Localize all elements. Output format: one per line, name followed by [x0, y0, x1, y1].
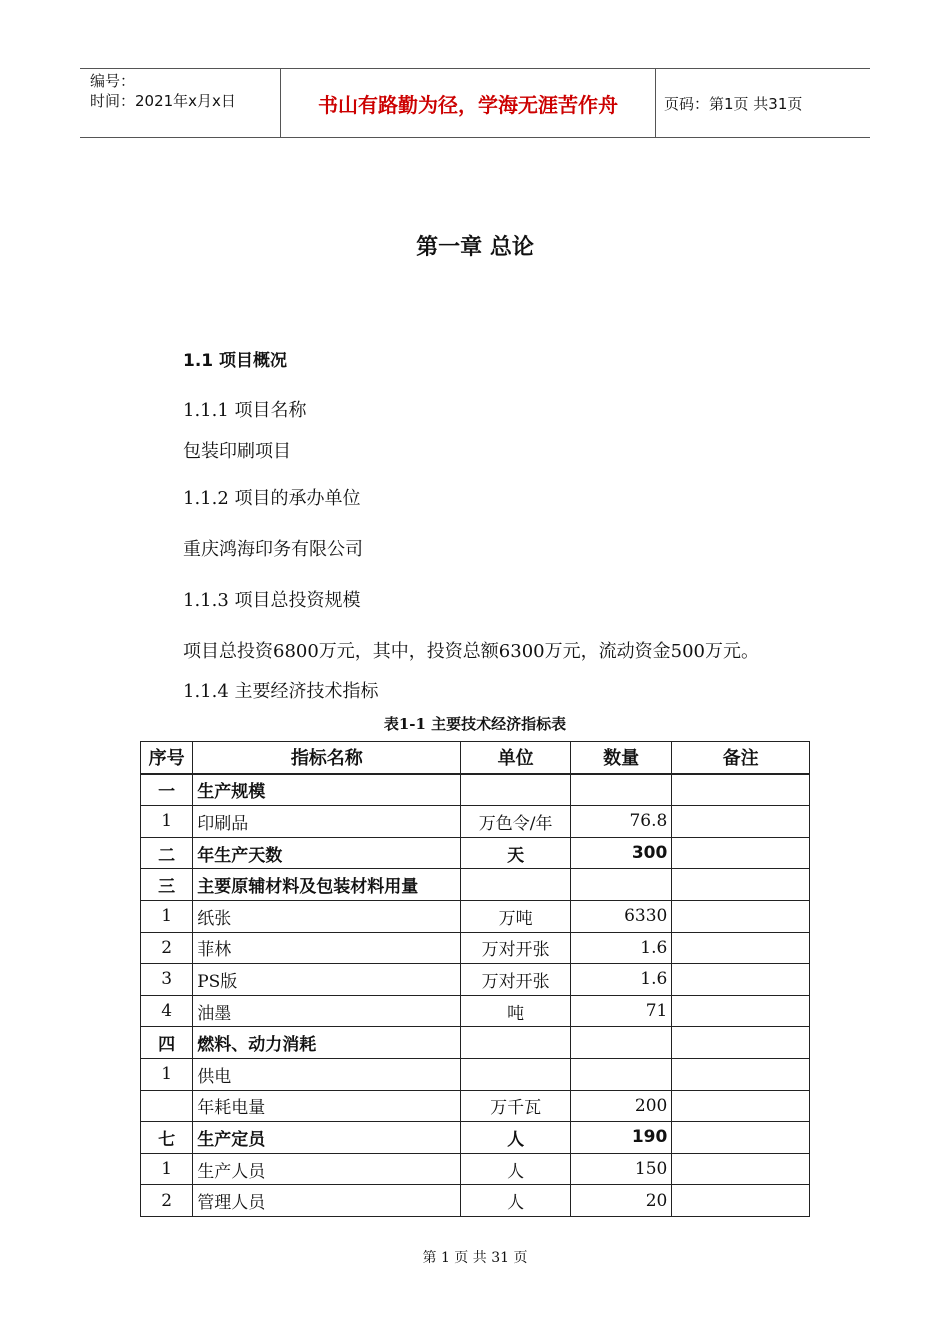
indicator-table — [140, 741, 810, 1217]
table-row — [141, 964, 810, 996]
row-no — [141, 1090, 193, 1122]
subsection-heading-1: 1.1.1 项目名称 — [183, 400, 307, 421]
row-note — [672, 900, 810, 932]
table-row — [141, 806, 810, 838]
row-unit: 万千瓦 — [461, 1090, 570, 1122]
row-note — [672, 932, 810, 964]
row-unit: 万对开张 — [461, 932, 570, 964]
header-page-info: 页码：第1页 共31页 — [664, 94, 803, 113]
row-name: 菲林 — [193, 932, 461, 964]
header-qty: 数量 — [570, 742, 671, 774]
row-name: 生产人员 — [193, 1153, 461, 1185]
row-unit: 万对开张 — [461, 964, 570, 996]
row-qty: 200 — [570, 1090, 671, 1122]
table-row — [141, 995, 810, 1027]
subsection-text-1: 包装印刷项目 — [183, 441, 291, 462]
row-qty — [570, 1058, 671, 1090]
row-qty — [570, 869, 671, 901]
chapter-title: 第一章 总论 — [416, 235, 534, 260]
subsection-text-2: 重庆鸿海印务有限公司 — [183, 539, 363, 560]
row-name: 油墨 — [193, 995, 461, 1027]
table-row — [141, 1058, 810, 1090]
row-qty: 71 — [570, 995, 671, 1027]
row-unit: 万色令/年 — [461, 806, 570, 838]
row-name: 生产定员 — [193, 1122, 461, 1154]
table-row — [141, 1027, 810, 1059]
row-unit: 人 — [461, 1185, 570, 1217]
table-row — [141, 774, 810, 806]
row-name: 年生产天数 — [193, 837, 461, 869]
section-heading: 1.1 项目概况 — [183, 351, 288, 371]
header-note: 备注 — [672, 742, 810, 774]
row-unit: 天 — [461, 837, 570, 869]
row-no: 一 — [141, 774, 193, 806]
row-name: 纸张 — [193, 900, 461, 932]
row-unit — [461, 869, 570, 901]
row-qty: 150 — [570, 1153, 671, 1185]
table-row — [141, 932, 810, 964]
row-no: 2 — [141, 932, 193, 964]
row-unit — [461, 1027, 570, 1059]
subsection-heading-2: 1.1.2 项目的承办单位 — [183, 488, 361, 509]
row-qty — [570, 1027, 671, 1059]
row-no: 1 — [141, 806, 193, 838]
row-note — [672, 806, 810, 838]
table-row — [141, 1122, 810, 1154]
row-no: 二 — [141, 837, 193, 869]
row-qty: 20 — [570, 1185, 671, 1217]
time-label: 时间：2021年x月x日 — [90, 92, 236, 110]
row-unit: 人 — [461, 1153, 570, 1185]
row-note — [672, 1153, 810, 1185]
table-row — [141, 837, 810, 869]
row-note — [672, 1090, 810, 1122]
table-row — [141, 1185, 810, 1217]
row-name: 生产规模 — [193, 774, 461, 806]
row-note — [672, 1027, 810, 1059]
row-unit: 人 — [461, 1122, 570, 1154]
row-unit: 万吨 — [461, 900, 570, 932]
row-qty: 1.6 — [570, 932, 671, 964]
header-motto: 书山有路勤为径，学海无涯苦作舟 — [280, 69, 656, 137]
table-caption: 表1-1 主要技术经济指标表 — [383, 715, 567, 733]
row-name: 燃料、动力消耗 — [193, 1027, 461, 1059]
row-note — [672, 869, 810, 901]
subsection-heading-4: 1.1.4 主要经济技术指标 — [183, 681, 379, 702]
subsection-text-3: 项目总投资6800万元，其中，投资总额6300万元，流动资金500万元。 — [183, 641, 759, 662]
row-note — [672, 1185, 810, 1217]
row-qty — [570, 774, 671, 806]
header-name: 指标名称 — [193, 742, 461, 774]
number-label: 编号： — [90, 72, 136, 90]
row-name: 主要原辅材料及包装材料用量 — [193, 869, 461, 901]
row-note — [672, 964, 810, 996]
table-row — [141, 900, 810, 932]
row-name: 年耗电量 — [193, 1090, 461, 1122]
row-qty: 6330 — [570, 900, 671, 932]
row-no: 2 — [141, 1185, 193, 1217]
row-qty: 190 — [570, 1122, 671, 1154]
table-header-row — [141, 742, 810, 774]
header-unit: 单位 — [461, 742, 570, 774]
row-unit — [461, 774, 570, 806]
table-body — [141, 774, 810, 1217]
row-no: 三 — [141, 869, 193, 901]
row-qty: 76.8 — [570, 806, 671, 838]
page-footer: 第 1 页 共 31 页 — [422, 1250, 528, 1266]
row-name: PS版 — [193, 964, 461, 996]
row-name: 管理人员 — [193, 1185, 461, 1217]
table-row — [141, 869, 810, 901]
table-row — [141, 1153, 810, 1185]
row-name: 供电 — [193, 1058, 461, 1090]
subsection-heading-3: 1.1.3 项目总投资规模 — [183, 590, 361, 611]
row-note — [672, 837, 810, 869]
header-meta — [80, 69, 280, 137]
row-qty: 300 — [570, 837, 671, 869]
table-row — [141, 1090, 810, 1122]
row-no: 1 — [141, 1153, 193, 1185]
row-note — [672, 1058, 810, 1090]
row-no: 3 — [141, 964, 193, 996]
row-qty: 1.6 — [570, 964, 671, 996]
row-no: 1 — [141, 900, 193, 932]
row-unit — [461, 1058, 570, 1090]
document-header — [80, 68, 870, 138]
row-name: 印刷品 — [193, 806, 461, 838]
row-no: 4 — [141, 995, 193, 1027]
row-note — [672, 995, 810, 1027]
row-unit: 吨 — [461, 995, 570, 1027]
header-no: 序号 — [141, 742, 193, 774]
row-no: 1 — [141, 1058, 193, 1090]
row-note — [672, 1122, 810, 1154]
row-note — [672, 774, 810, 806]
row-no: 四 — [141, 1027, 193, 1059]
row-no: 七 — [141, 1122, 193, 1154]
